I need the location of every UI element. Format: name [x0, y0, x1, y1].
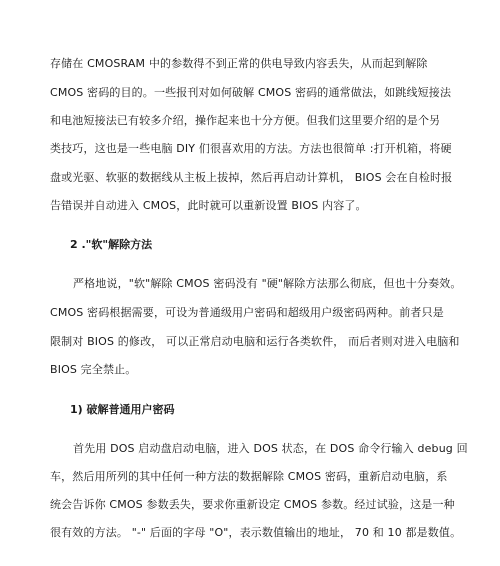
- paragraph-2-line-2: CMOS 密码根据需要，可设为普通级用户密码和超级用户级密码两种。前者只是: [50, 306, 444, 319]
- paragraph-2-line-1: 严格地说，"软"解除 CMOS 密码没有 "硬"解除方法那么彻底，但也十分奏效。: [73, 277, 462, 290]
- paragraph-1-line-3: 和电池短接法已有较多介绍，操作起来也十分方便。但我们这里要介绍的是个另: [50, 114, 441, 127]
- paragraph-1-line-2: CMOS 密码的目的。一些报刊对如何破解 CMOS 密码的通常做法，如跳线短接法: [50, 86, 452, 99]
- paragraph-3-line-3: 统会告诉你 CMOS 参数丢失，要求你重新设定 CMOS 参数。经过试验，这是一种: [50, 498, 455, 511]
- paragraph-3-line-1: 首先用 DOS 启动盘启动电脑，进入 DOS 状态，在 DOS 命令行输入 debug 回: [73, 442, 468, 455]
- paragraph-2-line-3: 限制对 BIOS 的修改， 可以正常启动电脑和运行各类软件， 而后者则对进入电脑和: [50, 335, 460, 348]
- paragraph-1-line-1: 存储在 CMOSRAM 中的参数得不到正常的供电导致内容丢失，从而起到解除: [50, 57, 428, 70]
- paragraph-3-line-2: 车，然后用所列的其中任何一种方法的数据解除 CMOS 密码，重新启动电脑，系: [50, 470, 448, 483]
- paragraph-1-line-6: 告错误并自动进入 CMOS，此时就可以重新设置 BIOS 内容了。: [50, 199, 367, 212]
- section-heading-2: 2 ."软"解除方法: [70, 238, 153, 251]
- page-bottom-fade: [50, 557, 480, 566]
- paragraph-2-line-4: BIOS 完全禁止。: [50, 363, 137, 376]
- section-heading-3: 1) 破解普通用户密码: [70, 403, 175, 416]
- paragraph-3-line-4: 很有效的方法。 "-" 后面的字母 "O"，表示数值输出的地址， 70 和 10 都是数值。: [50, 526, 462, 539]
- paragraph-1-line-4: 类技巧，这也是一些电脑 DIY 们很喜欢用的方法。方法也很简单 :打开机箱，将硬: [50, 142, 452, 155]
- paragraph-1-line-5: 盘或光驱、软驱的数据线从主板上拔掉，然后再启动计算机， BIOS 会在自检时报: [50, 171, 453, 184]
